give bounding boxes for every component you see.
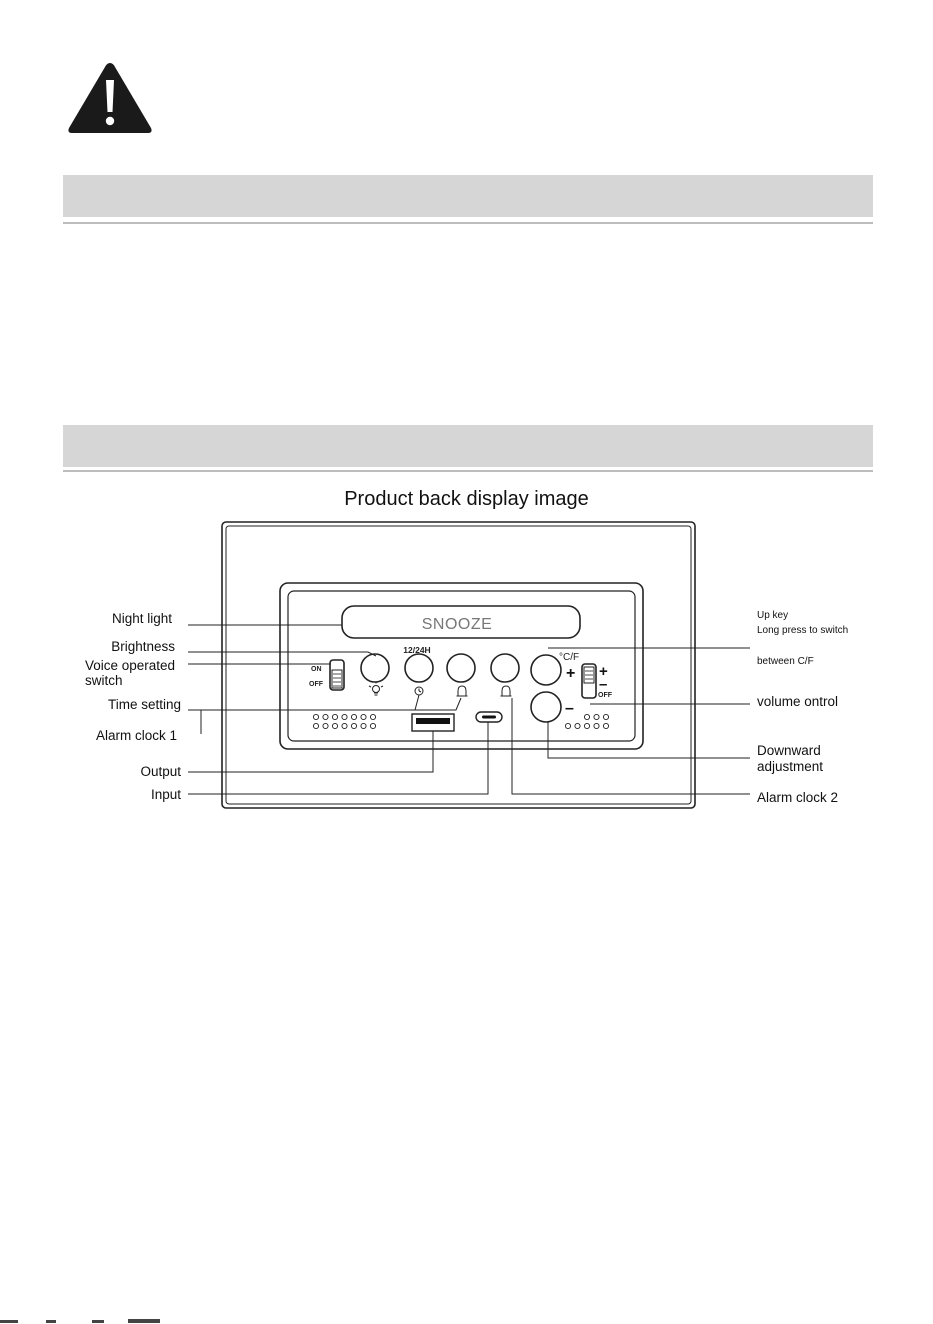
volume-minus: – (599, 676, 608, 693)
alarm-2-button (491, 654, 519, 682)
down-button (531, 692, 561, 722)
light-bulb-icon (369, 682, 383, 695)
device-outer-body (222, 522, 695, 808)
callout-voice-operated: Voice operated (85, 658, 176, 673)
callout-adjustment: adjustment (757, 759, 824, 774)
mode-label: 12/24H (403, 645, 431, 655)
cropped-footer-text (0, 1316, 933, 1324)
callout-voice-switch: switch (85, 673, 123, 688)
clock-icon (415, 687, 423, 695)
snooze-label: SNOOZE (421, 616, 493, 633)
brightness-button (361, 654, 389, 682)
temp-unit-label: °C/F (559, 652, 580, 663)
callout-alarm-clock-1: Alarm clock 1 (95, 728, 177, 743)
down-minus: – (565, 700, 574, 717)
callout-night-light: Night light (111, 611, 172, 626)
voice-switch-on: ON (311, 666, 322, 673)
alarm-1-button (447, 654, 475, 682)
speaker-grille-left (313, 714, 375, 728)
callout-brightness: Brightness (111, 639, 175, 654)
callout-input: Input (150, 787, 181, 802)
callout-output: Output (140, 764, 181, 779)
volume-off: OFF (598, 692, 612, 699)
up-plus: + (566, 665, 576, 682)
callout-volume-control: volume ontrol (757, 694, 839, 709)
callout-alarm-clock-2: Alarm clock 2 (757, 790, 839, 805)
voice-switch-off: OFF (309, 681, 323, 688)
callout-between-cf: between C/F (757, 656, 814, 667)
callout-long-press: Long press to switch (757, 625, 849, 636)
callout-time-setting: Time setting (107, 697, 181, 712)
time-setting-button (405, 654, 433, 682)
bell-1-icon (457, 686, 468, 696)
callout-up-key: Up key (757, 610, 789, 621)
volume-plus: + (599, 663, 608, 680)
bell-2-icon (501, 686, 512, 696)
callout-downward: Downward (757, 743, 821, 758)
up-button (531, 655, 561, 685)
diagram-title: Product back display image (344, 488, 589, 510)
